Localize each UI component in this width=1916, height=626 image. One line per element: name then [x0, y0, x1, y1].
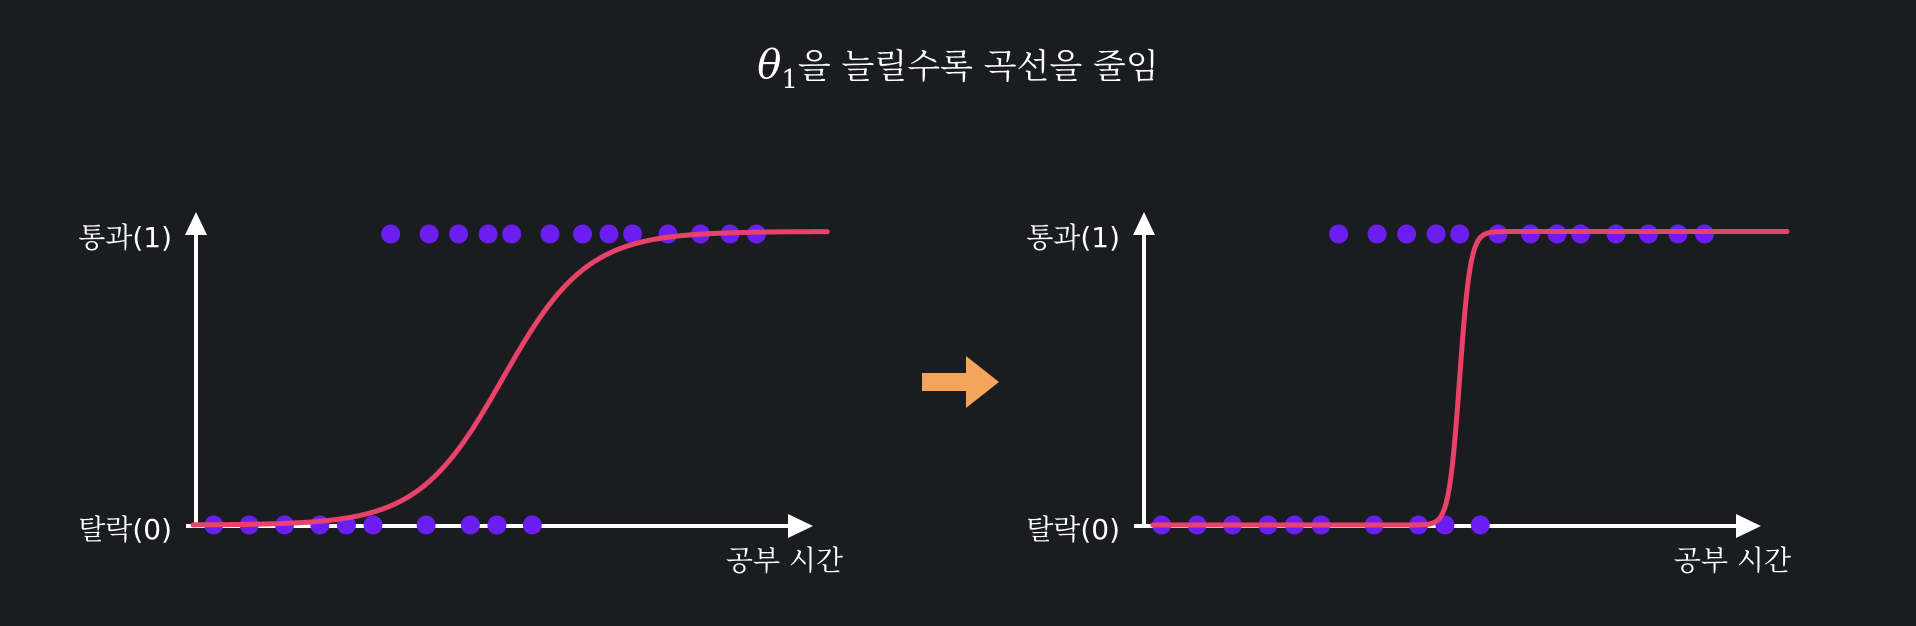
title-text: 을 늘릴수록 곡선을 줄임 — [797, 47, 1159, 87]
theta-subscript: 1 — [781, 65, 798, 95]
pass-point — [1368, 225, 1387, 244]
y-label-pass: 통과(1) — [78, 221, 172, 254]
pass-point — [420, 225, 439, 244]
pass-point — [1521, 225, 1540, 244]
x-axis-arrowhead — [788, 514, 813, 538]
pass-point — [1571, 225, 1590, 244]
y-label-pass: 통과(1) — [1026, 221, 1120, 254]
arrow-shaft — [922, 373, 968, 391]
fail-point — [1471, 516, 1490, 535]
data-points — [204, 225, 766, 535]
sigmoid-curve — [193, 232, 827, 525]
x-axis-label: 공부 시간 — [1673, 544, 1791, 577]
fail-point — [523, 516, 542, 535]
diagram-title — [757, 42, 1159, 95]
pass-point — [1427, 225, 1446, 244]
theta-symbol: θ — [757, 42, 782, 88]
pass-point — [1329, 225, 1348, 244]
y-axis-arrowhead — [185, 212, 207, 235]
pass-point — [541, 225, 560, 244]
pass-point — [573, 225, 592, 244]
pass-point — [1669, 225, 1688, 244]
pass-point — [1607, 225, 1626, 244]
fail-point — [364, 516, 383, 535]
sigmoid-curve — [1153, 231, 1787, 525]
pass-point — [381, 225, 400, 244]
pass-point — [449, 225, 468, 244]
pass-point — [1695, 225, 1714, 244]
fail-point — [417, 516, 436, 535]
y-label-fail: 탈락(0) — [1026, 513, 1120, 546]
data-points — [1152, 225, 1714, 535]
x-axis-label: 공부 시간 — [725, 544, 843, 577]
y-axis-arrowhead — [1133, 212, 1155, 235]
pass-point — [479, 225, 498, 244]
pass-point — [502, 225, 521, 244]
panel-after — [1026, 212, 1791, 577]
pass-point — [1639, 225, 1658, 244]
arrow-head — [966, 356, 999, 408]
fail-point — [487, 516, 506, 535]
pass-point — [600, 225, 619, 244]
panel-before — [78, 212, 843, 577]
x-axis-arrowhead — [1736, 514, 1761, 538]
fail-point — [461, 516, 480, 535]
transition-arrow-icon — [922, 356, 999, 408]
pass-point — [1450, 225, 1469, 244]
pass-point — [1397, 225, 1416, 244]
pass-point — [1548, 225, 1567, 244]
y-label-fail: 탈락(0) — [78, 513, 172, 546]
